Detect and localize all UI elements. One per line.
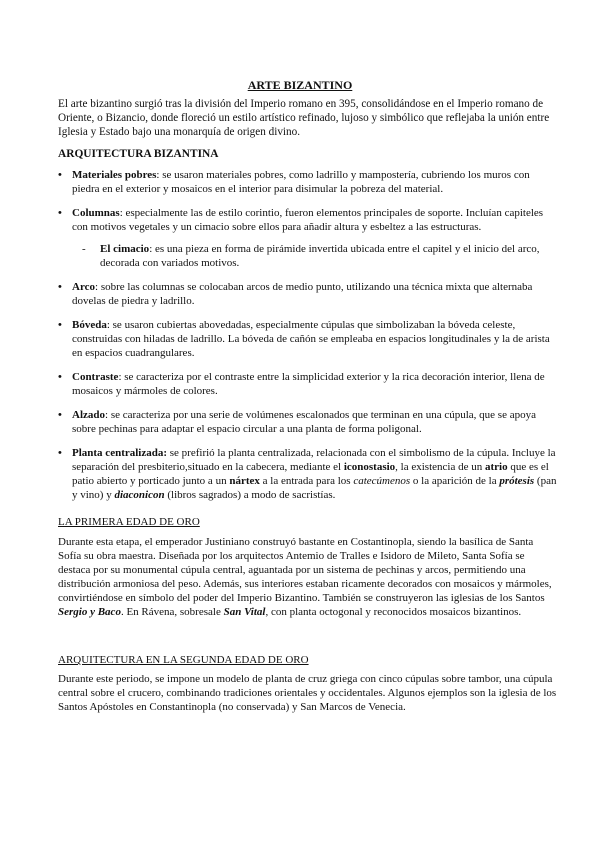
intro-paragraph: El arte bizantino surgió tras la división del Imperio romano en 395, consolidándose en el Imperio romano de Oriente, o Bizancio, donde floreció un estilo artístico refinado, lujoso y simbólico que reflejaba la unión entre Iglesia y Estado bajo una monarquía de origen divino.: [58, 98, 550, 138]
item-text: sobre las columnas se colocaban arcos de medio punto, utilizando una técnica mixta que alternaba dovelas de piedra y ladrillo.: [72, 281, 533, 307]
paragraph-text: Durante esta etapa, el emperador Justiniano construyó bastante en Costantinopla, siendo la basílica de Santa Sofía su obra maestra. Diseñada por los arquitectos Antemio de Tralles e Isidoro de Mileto, Santa Sofía se destaca por su monumental cúpula central, aguantada por un sistema de pechinas y arcos, permitiendo una distribución armoniosa del peso. Además, sus interiores estaban ricamente decorados con mosaicos y mármoles, convirtiéndose en símbolo del poder del Imperio Bizantino. También se construyeron las iglesias de los Santos: [58, 536, 552, 604]
item-text: se caracteriza por el contraste entre la simplicidad exterior y la rica decoración interior, llena de mosaicos y mármoles de colores.: [72, 371, 545, 397]
dash-icon: -: [82, 243, 86, 255]
item-term: Bóveda: [72, 319, 107, 331]
term-catecumenos: catecúmenos: [353, 475, 411, 487]
primera-edad-paragraph: [58, 535, 558, 619]
bullet-list: [58, 168, 558, 502]
term-sergio-baco: Sergio y Baco: [58, 606, 121, 618]
item-text: se caracteriza por una serie de volúmenes escalonados que terminan en una cúpula, que se apoya sobre pechinas para adaptar el espacio circular a una planta de forma poligonal.: [72, 409, 536, 435]
item-term: Planta centralizada:: [72, 447, 168, 459]
item-term: Materiales pobres: [72, 169, 157, 181]
term-atrio: atrio: [484, 461, 508, 473]
bullet-icon: •: [58, 409, 62, 421]
item-text: se usaron cubiertas abovedadas, especialmente cúpulas que simbolizaban la bóveda celeste, construidas con hiladas de ladrillo. La bóveda de cañón se empleaba en espacios longitudinales y la de arista en espacios cuadrangulares.: [72, 319, 550, 359]
section-heading-primera-edad: LA PRIMERA EDAD DE ORO: [58, 516, 200, 528]
term-san-vital: San Vital: [223, 606, 266, 618]
bullet-icon: •: [58, 169, 62, 181]
sub-list-item: [58, 242, 558, 270]
list-item: [58, 408, 558, 436]
item-text: especialmente las de estilo corintio, fueron elementos principales de soporte. Incluían capiteles con motivos vegetales y un cimacio sobre ellos para añadir altura y esbeltez a las estructuras.: [72, 207, 544, 233]
item-separator: :: [118, 371, 125, 383]
term-iconostasio: iconostasio: [343, 461, 396, 473]
bullet-icon: •: [58, 371, 62, 383]
section-heading-arquitectura: ARQUITECTURA BIZANTINA: [58, 148, 219, 160]
list-item: [58, 446, 558, 502]
list-item: [58, 280, 558, 308]
term-protesis: prótesis: [499, 475, 535, 487]
item-text: que es el patio abierto y porticado junto a un: [72, 461, 549, 487]
paragraph-text: . En Rávena, sobresale: [120, 606, 224, 618]
item-term: El cimacio: [100, 243, 150, 255]
bullet-icon: •: [58, 281, 62, 293]
item-term: Contraste: [72, 371, 119, 383]
paragraph-text: , con planta octogonal y reconocidos mosaicos bizantinos.: [265, 606, 522, 618]
bullet-icon: •: [58, 207, 62, 219]
section-heading-segunda-edad: ARQUITECTURA EN LA SEGUNDA EDAD DE ORO: [58, 654, 309, 666]
item-text: se prefirió la planta centralizada, relacionada con el simbolismo de la cúpula. Incluye la separación del presbiterio,situado en la cabecera, mediante el: [72, 447, 556, 473]
item-text: se usaron materiales pobres, como ladrillo y mampostería, cubriendo los muros con piedra en el exterior y mosaicos en el interior para disimular la pobreza del material.: [72, 169, 530, 195]
item-text: o la aparición de la: [410, 475, 500, 487]
list-item: [58, 318, 558, 360]
item-separator: :: [119, 207, 126, 219]
item-separator: :: [106, 319, 113, 331]
list-item: [58, 206, 558, 234]
item-term: Columnas: [72, 207, 120, 219]
item-text: , la existencia de un: [395, 461, 485, 473]
term-diaconicon: diaconicon: [114, 489, 165, 501]
list-item: [58, 168, 558, 196]
item-text: es una pieza en forma de pirámide invertida ubicada entre el capitel y el inicio del arco, decorada con variados motivos.: [100, 243, 540, 269]
term-nartex: nártex: [229, 475, 260, 487]
item-text: (libros sagrados) a modo de sacristías.: [164, 489, 336, 501]
list-item: [58, 370, 558, 398]
item-separator: :: [149, 243, 155, 255]
bullet-icon: •: [58, 319, 62, 331]
bullet-icon: •: [58, 447, 62, 459]
item-text: a la entrada para los: [259, 475, 354, 487]
item-term: Arco: [72, 281, 96, 293]
item-text: (pan y vino) y: [72, 475, 557, 501]
item-separator: :: [156, 169, 163, 181]
document-title: ARTE BIZANTINO: [247, 78, 353, 92]
item-term: Alzado: [72, 409, 105, 421]
item-separator: :: [95, 281, 101, 293]
segunda-edad-paragraph: Durante este periodo, se impone un modelo de planta de cruz griega con cinco cúpulas sobre tambor, una cúpula central sobre el crucero, combinando tradiciones orientales y occidentales. Algunos ejemplos son la iglesia de los Santos Apóstoles en Constantinopla (no conservada) y San Marcos de Venecia.: [58, 673, 557, 713]
item-separator: :: [105, 409, 111, 421]
